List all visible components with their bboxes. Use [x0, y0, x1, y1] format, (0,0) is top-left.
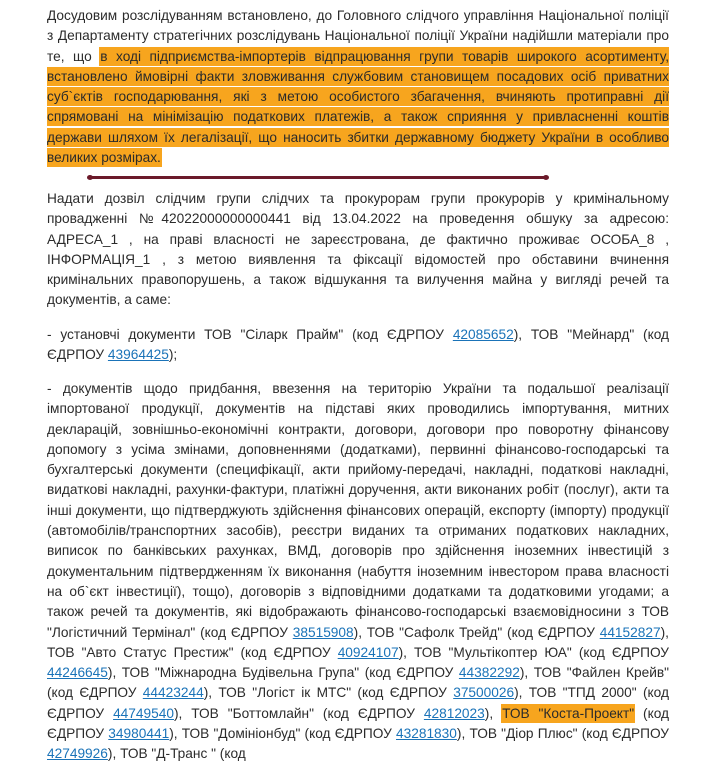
edrpou-link[interactable]: 42812023: [423, 705, 485, 721]
paragraph-permission: Надати дозвіл слідчим групи слідчих та прокурорам групи прокурорів у кримінальному провадженні №42022000000000441 від 13.04.2022 на проведення обшуку за адресою: АДРЕСА_1 , на праві власності не зареєстрована, де фактично проживає ОСОБА_8 , ІНФОРМАЦІЯ_1 , з метою виявлення та фіксації відомостей про обставини вчинення кримінальних правопорушень, а також відшукання та вилучення майна у вигляді речей та документів, а саме:: [47, 191, 669, 308]
text-segment: ),: [484, 705, 503, 721]
text-segment: ), ТОВ "Мультікоптер ЮА" (код ЄДРПОУ: [398, 644, 669, 660]
text-segment: - документів щодо придбання, ввезення на територію України та подальшої реалізації імпортованої продукції, документів на підставі яких проводились імпортування, митних декларацій, зовнішньо-економічні контракти, договори, договори про поворотну фінансову допомогу з усіма змінами, доповненнями (додатками), первинні фінансово-господарські та бухгалтерські документи (специфікації, акти прийому-передачі, накладні, податкові накладні, видаткові накладні, рахунки-фактури, платіжні доручення, акти виконаних робіт (послуг), акти та інші документи, що підтверджують здійснення фінансових операцій, експорту (імпорту) продукції (автомобілів/транспортних засобів), реєстри виданих та отриманих податкових накладних, виписок по банківських рахунках, ВМД, договорів про здійснення іноземних інвестицій з документальним підтвердженням їх виконання (набуття іноземним інвестором права власності на об`єкт інвестиції), тощо), договорів з відповідними додатками та додатковими угодами; а також речей та документів, які відображають фінансово-господарські взаємовідносини з ТОВ "Логістичний Термінал" (код ЄДРПОУ: [47, 381, 669, 640]
edrpou-link[interactable]: 44382292: [458, 665, 520, 681]
text-segment: ), ТОВ "Авто Статус Престиж" (код ЄДРПОУ: [47, 624, 669, 660]
text-segment: (код ЄДРПОУ: [47, 705, 670, 742]
edrpou-link[interactable]: 43964425: [107, 347, 169, 363]
text-segment: - установчі документи ТОВ "Сіларк Прайм" (код ЄДРПОУ: [47, 327, 453, 342]
edrpou-link[interactable]: 44423244: [142, 685, 204, 701]
paragraph-documents-list: [47, 379, 669, 765]
underline-annotation: [90, 176, 546, 179]
text-segment: ), ТОВ "Д-Транс " (код: [107, 746, 246, 762]
edrpou-link[interactable]: 44152827: [599, 624, 661, 640]
text-segment: ), ТОВ "Діор Плюс" (код ЄДРПОУ: [456, 726, 669, 742]
text-segment: );: [168, 347, 178, 363]
text-segment: ), ТОВ "Логіст ік МТС" (код ЄДРПОУ: [203, 685, 454, 701]
paragraph-investigation-text: Досудовим розслідуванням встановлено, до Головного слідчого управління Національної поліції з Департаменту стратегічних розслідувань Національної поліції України надійшли матеріали про те, що: [47, 8, 669, 64]
paragraph-founding-documents: [47, 325, 669, 366]
text-segment: ), ТОВ "Файлен Крейв" (код ЄДРПОУ: [47, 665, 669, 701]
text-segment: ), ТОВ "ТПД 2000" (код ЄДРПОУ: [47, 685, 669, 721]
edrpou-link[interactable]: 43281830: [396, 726, 457, 742]
text-segment: ), ТОВ "Боттомлайн" (код ЄДРПОУ: [173, 705, 424, 721]
edrpou-link[interactable]: 44749540: [113, 705, 174, 721]
text-segment: ), ТОВ "Мейнард" (код ЄДРПОУ: [47, 327, 670, 363]
highlighted-text: в ході підприємства-імпортерів відпрацювання групи товарів широкого асортименту, встановлено ймовірні факти зловживання службовим становищем посадових осіб приватних суб`єктів господарювання, які з метою особистого збагачення, вчиняють протиправні дії спрямовані на мінімізацію податкових платежів, а також сприяння у привласненні коштів держави шляхом їх легалізації, що наносить збитки державному бюджету України в особливо великих розмірах.: [47, 48, 669, 166]
edrpou-link[interactable]: 40924107: [337, 644, 399, 660]
text-segment: ), ТОВ "Домініонбуд" (код ЄДРПОУ: [169, 726, 396, 742]
edrpou-link[interactable]: 38515908: [292, 624, 354, 640]
paragraph-investigation: [47, 6, 669, 168]
edrpou-link[interactable]: 34980441: [108, 726, 170, 742]
edrpou-link[interactable]: 37500026: [453, 685, 515, 701]
edrpou-link[interactable]: 42749926: [47, 746, 108, 762]
edrpou-link[interactable]: 44246645: [47, 665, 108, 681]
text-segment: ), ТОВ "Сафолк Трейд" (код ЄДРПОУ: [353, 624, 600, 640]
text-segment: ), ТОВ "Міжнародна Будівельна Група" (код ЄДРПОУ: [107, 665, 459, 681]
edrpou-link[interactable]: 42085652: [452, 327, 514, 342]
highlighted-company: ТОВ "Коста-Проект": [502, 705, 635, 721]
